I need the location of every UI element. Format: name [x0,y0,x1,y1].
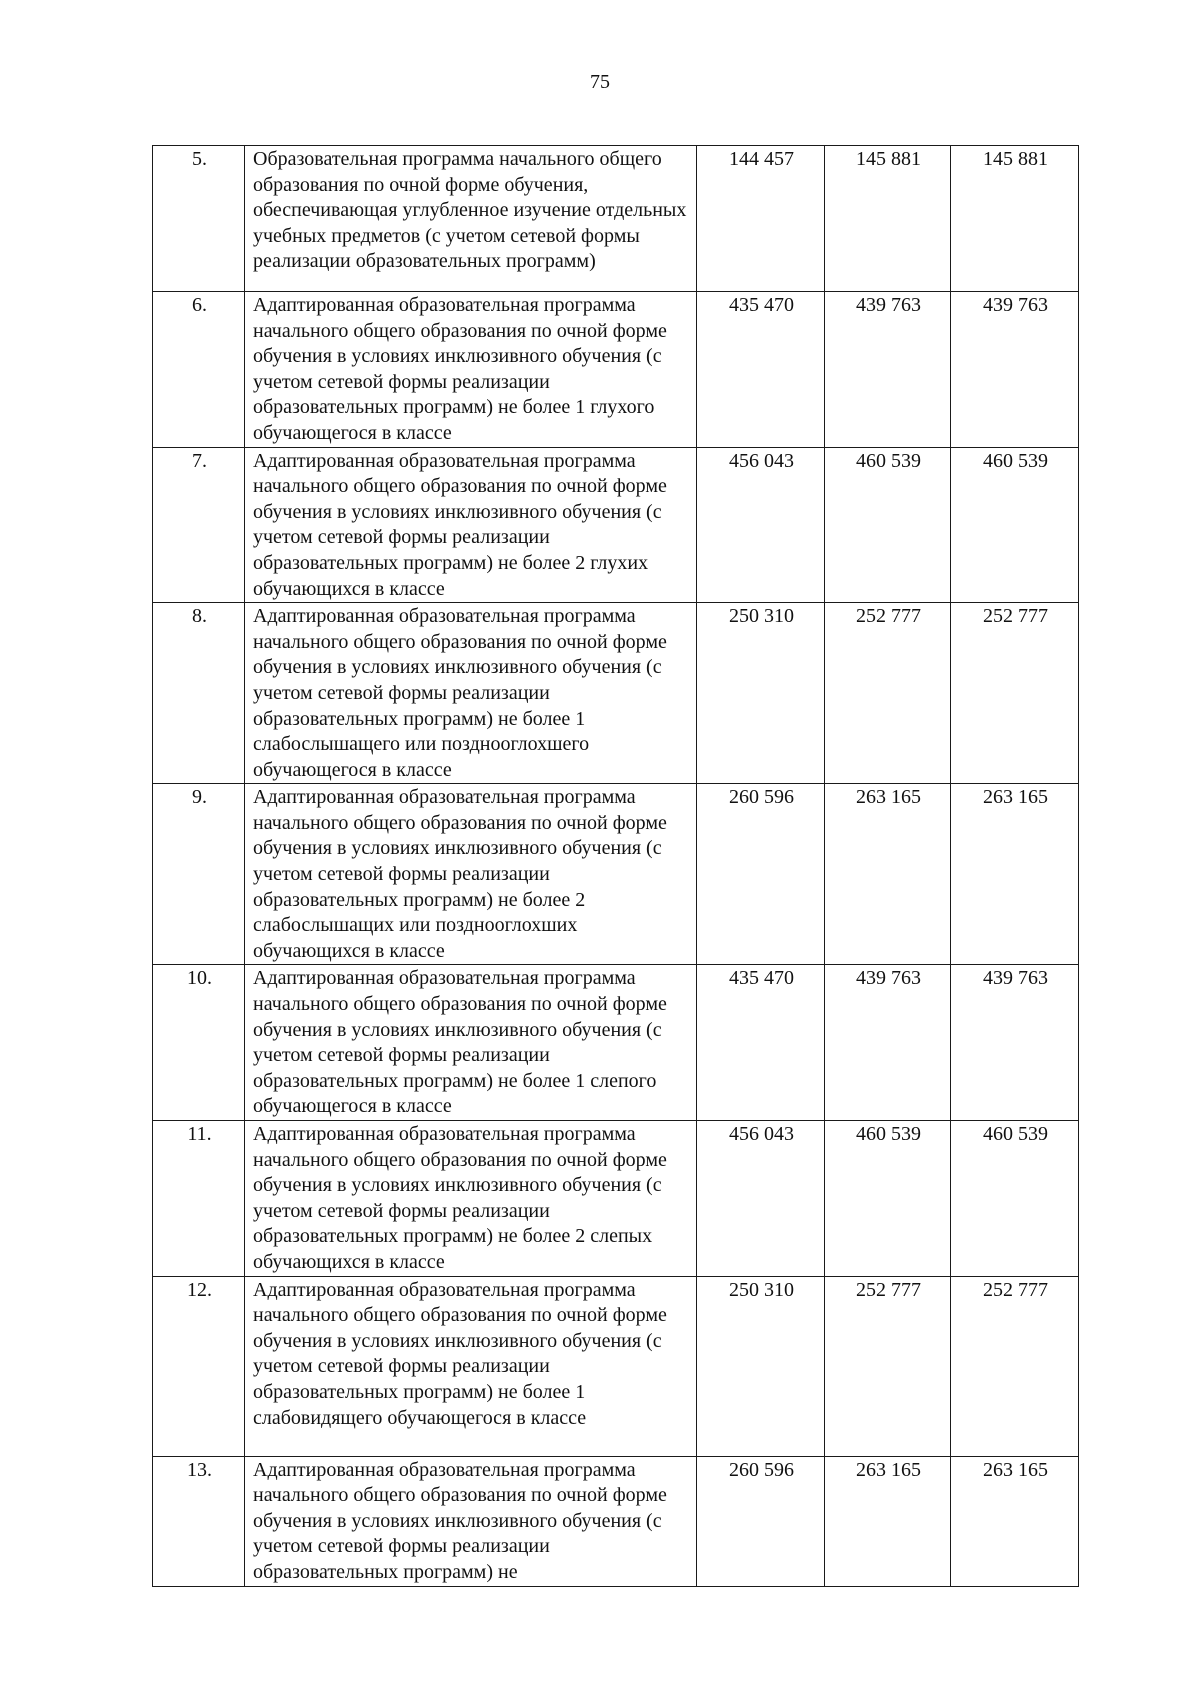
row-value-3: 145 881 [951,146,1079,292]
row-value-2: 439 763 [825,292,951,448]
table-row [153,1456,1079,1586]
table-row [153,1276,1079,1456]
row-value-3: 252 777 [951,1276,1079,1456]
row-value-2: 263 165 [825,784,951,965]
row-number: 8. [153,603,245,784]
page-number: 75 [590,71,610,93]
row-description: Адаптированная образовательная программа начального общего образования по очной форме обучения в условиях инклюзивного обучения (с учетом сетевой формы реализации образовательных программ) не [245,1456,697,1586]
row-number: 6. [153,292,245,448]
row-value-3: 439 763 [951,292,1079,448]
row-value-1: 250 310 [697,603,825,784]
row-value-1: 456 043 [697,1121,825,1277]
row-value-2: 252 777 [825,603,951,784]
table-row [153,447,1079,603]
row-value-3: 263 165 [951,784,1079,965]
row-value-2: 252 777 [825,1276,951,1456]
row-value-3: 263 165 [951,1456,1079,1586]
row-value-2: 439 763 [825,965,951,1121]
row-number: 13. [153,1456,245,1586]
table-row [153,603,1079,784]
row-value-1: 456 043 [697,447,825,603]
row-number: 7. [153,447,245,603]
row-description: Образовательная программа начального общего образования по очной форме обучения, обеспечивающая углубленное изучение отдельных учебных предметов (с учетом сетевой формы реализации образовательных программ) [245,146,697,292]
table-row [153,1121,1079,1277]
row-value-2: 263 165 [825,1456,951,1586]
row-value-1: 250 310 [697,1276,825,1456]
row-value-1: 435 470 [697,292,825,448]
row-value-1: 260 596 [697,784,825,965]
row-value-1: 260 596 [697,1456,825,1586]
row-value-1: 435 470 [697,965,825,1121]
row-value-2: 460 539 [825,1121,951,1277]
row-description: Адаптированная образовательная программа начального общего образования по очной форме обучения в условиях инклюзивного обучения (с учетом сетевой формы реализации образовательных программ) не более 1 слепого обучающегося в классе [245,965,697,1121]
row-number: 12. [153,1276,245,1456]
row-description: Адаптированная образовательная программа начального общего образования по очной форме обучения в условиях инклюзивного обучения (с учетом сетевой формы реализации образовательных программ) не более 1 слабослышащего или позднооглохшего обучающегося в классе [245,603,697,784]
row-value-2: 145 881 [825,146,951,292]
row-value-3: 460 539 [951,1121,1079,1277]
row-number: 5. [153,146,245,292]
table-row [153,965,1079,1121]
row-value-1: 144 457 [697,146,825,292]
row-number: 10. [153,965,245,1121]
row-value-3: 460 539 [951,447,1079,603]
row-description: Адаптированная образовательная программа начального общего образования по очной форме обучения в условиях инклюзивного обучения (с учетом сетевой формы реализации образовательных программ) не более 2 слепых обучающихся в классе [245,1121,697,1277]
table-row [153,292,1079,448]
table-row [153,146,1079,292]
row-value-3: 439 763 [951,965,1079,1121]
row-number: 9. [153,784,245,965]
row-value-3: 252 777 [951,603,1079,784]
row-value-2: 460 539 [825,447,951,603]
row-description: Адаптированная образовательная программа начального общего образования по очной форме обучения в условиях инклюзивного обучения (с учетом сетевой формы реализации образовательных программ) не более 1 глухого обучающегося в классе [245,292,697,448]
table-row [153,784,1079,965]
row-description: Адаптированная образовательная программа начального общего образования по очной форме обучения в условиях инклюзивного обучения (с учетом сетевой формы реализации образовательных программ) не более 2 слабослышащих или позднооглохших обучающихся в классе [245,784,697,965]
row-description: Адаптированная образовательная программа начального общего образования по очной форме обучения в условиях инклюзивного обучения (с учетом сетевой формы реализации образовательных программ) не более 2 глухих обучающихся в классе [245,447,697,603]
row-number: 11. [153,1121,245,1277]
data-table [152,145,1079,1587]
row-description: Адаптированная образовательная программа начального общего образования по очной форме обучения в условиях инклюзивного обучения (с учетом сетевой формы реализации образовательных программ) не более 1 слабовидящего обучающегося в классе [245,1276,697,1456]
